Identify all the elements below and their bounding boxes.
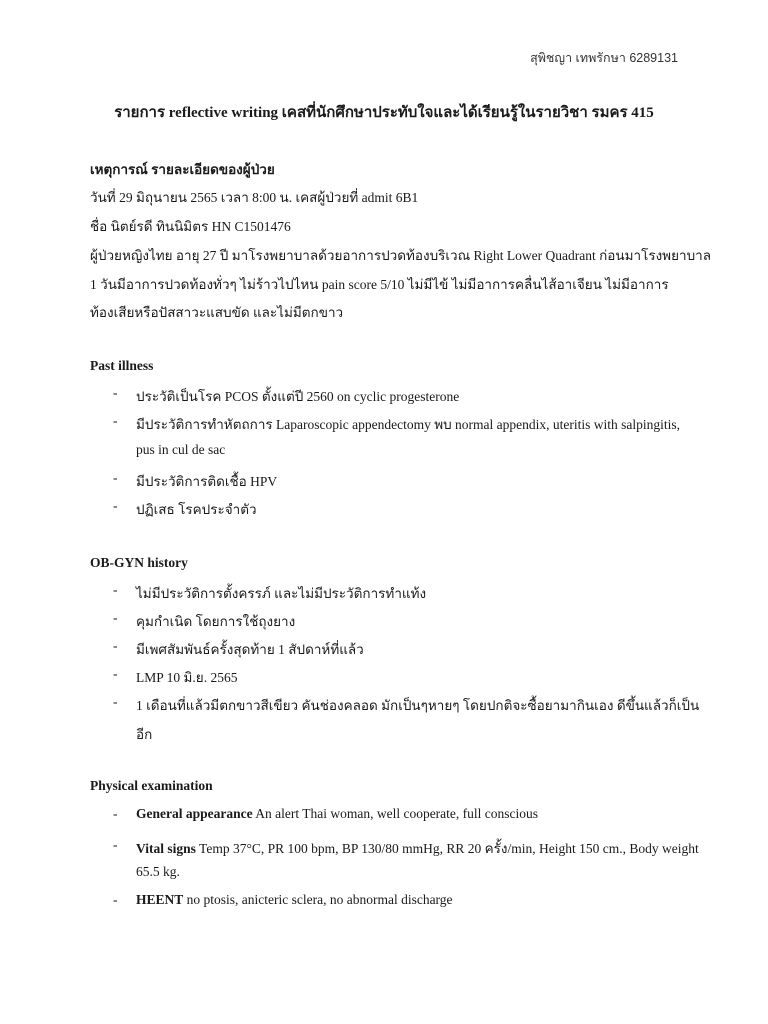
physical-item-label: General appearance: [136, 806, 253, 821]
physical-item-label: HEENT: [136, 892, 184, 907]
past-illness-item: มีประวัติการติดเชื้อ HPV: [136, 474, 278, 489]
bullet-dash: -: [113, 638, 118, 653]
bullet-dash: -: [113, 892, 118, 907]
past-illness-item: มีประวัติการทำหัตถการ Laparoscopic appendectomy พบ normal appendix, uteritis with salpingitis,: [136, 417, 681, 432]
physical-heading: Physical examination: [90, 778, 213, 793]
bullet-dash: -: [113, 385, 118, 400]
bullet-dash: -: [113, 694, 118, 709]
obgyn-item: 1 เดือนที่แล้วมีตกขาวสีเขียว คันช่องคลอด มักเป็นๆหายๆ โดยปกติจะซื้อยามากินเอง ดีขึ้นแล้วก็เป็น: [136, 698, 700, 713]
bullet-dash: -: [113, 837, 118, 852]
bullet-dash: -: [113, 498, 118, 513]
bullet-dash: -: [113, 413, 118, 428]
physical-item-text: An alert Thai woman, well cooperate, full conscious: [252, 806, 539, 821]
history-line: 1 วันมีอาการปวดท้องทั่วๆ ไม่ร้าวไปไหน pain score 5/10 ไม่มีไข้ ไม่มีอาการคลื่นไส้อาเจียน ไม่มีอาการ: [90, 277, 669, 292]
name-line: ชื่อ นิตย์รดี ทินนิมิตร HN C1501476: [90, 219, 291, 234]
date-line: วันที่ 29 มิถุนายน 2565 เวลา 8:00 น. เคสผู้ป่วยที่ admit 6B1: [90, 190, 419, 205]
past-illness-item: ปฏิเสธ โรคประจำตัว: [136, 502, 257, 517]
bullet-dash: -: [113, 610, 118, 625]
physical-item-general: [136, 806, 538, 822]
physical-item-label: Vital signs: [136, 841, 196, 856]
bullet-dash: -: [113, 470, 118, 485]
author-name: สุพิชญา เทพรักษา 6289131: [530, 51, 678, 65]
obgyn-heading: OB-GYN history: [90, 555, 188, 570]
physical-item-heent: [136, 892, 453, 908]
bullet-dash: -: [113, 582, 118, 597]
past-illness-continuation: pus in cul de sac: [136, 442, 226, 457]
obgyn-item: คุมกำเนิด โดยการใช้ถุงยาง: [136, 614, 296, 629]
history-line: ท้องเสียหรือปัสสาวะแสบขัด และไม่มีตกขาว: [90, 305, 344, 320]
past-illness-item: ประวัติเป็นโรค PCOS ตั้งแต่ปี 2560 on cyclic progesterone: [136, 389, 460, 404]
page-title: รายการ reflective writing เคสที่นักศึกษาประทับใจและได้เรียนรู้ในรายวิชา รมคร 415: [114, 105, 654, 121]
incident-heading: เหตุการณ์ รายละเอียดของผู้ป่วย: [90, 162, 275, 177]
physical-item-vital: [136, 837, 699, 859]
obgyn-item: ไม่มีประวัติการตั้งครรภ์ และไม่มีประวัติการทำแท้ง: [136, 586, 427, 601]
bullet-dash: -: [113, 806, 118, 821]
physical-item-text: no ptosis, anicteric sclera, no abnormal discharge: [183, 892, 453, 907]
obgyn-item: มีเพศสัมพันธ์ครั้งสุดท้าย 1 สัปดาห์ที่แล้ว: [136, 642, 364, 657]
past-illness-heading: Past illness: [90, 358, 154, 373]
bullet-dash: -: [113, 666, 118, 681]
physical-item-text: Temp 37°C, PR 100 bpm, BP 130/80 mmHg, RR 20 ครั้ง/min, Height 150 cm., Body weight: [195, 841, 699, 856]
obgyn-continuation: อีก: [136, 727, 153, 742]
vital-continuation: 65.5 kg.: [136, 864, 180, 879]
history-line: ผู้ป่วยหญิงไทย อายุ 27 ปี มาโรงพยาบาลด้วยอาการปวดท้องบริเวณ Right Lower Quadrant ก่อนมาโรงพยาบาล: [90, 248, 711, 263]
obgyn-item: LMP 10 มิ.ย. 2565: [136, 670, 238, 685]
